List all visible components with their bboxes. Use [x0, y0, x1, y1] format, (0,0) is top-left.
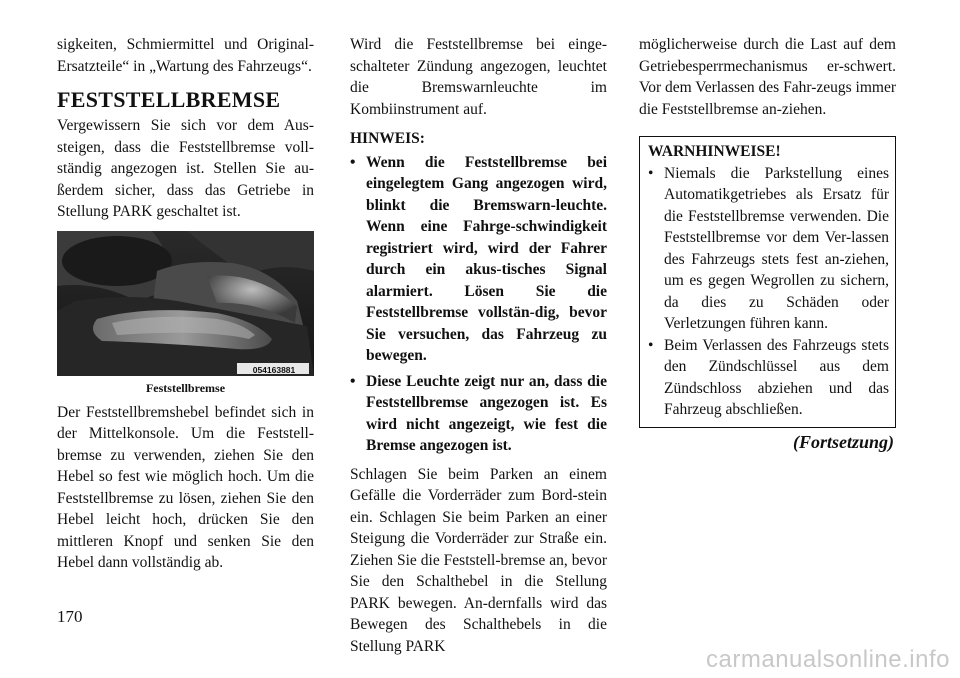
body-paragraph: möglicherweise durch die Last auf dem Getriebesperrmechanismus er-schwert. Vor dem Verlassen des Fahr-zeugs immer die Feststellbremse an-ziehen.: [639, 36, 896, 118]
list-item: • Wenn die Feststellbremse bei eingelegtem Gang angezogen wird, blinkt die Bremswarn-leuchte. Wenn eine Fahrge-schwindigkeit registriert wird, wird der Fahrer durch ein akus-tisches Signal alarmiert. Lösen Sie die Feststellbremse vollstän-dig, bevor Sie versuchen, das Fahrzeug zu bewegen.: [350, 153, 607, 364]
list-item: • Diese Leuchte zeigt nur an, dass die Feststellbremse angezogen ist. Es wird nicht angezeigt, wie fest die Bremse angezogen ist.: [350, 372, 607, 454]
list-item: • Niemals die Parkstellung eines Automatikgetriebes als Ersatz für die Feststellbremse verwenden. Die Feststellbremse vor dem Ver-lassen des Fahrzeugs stets fest an-ziehen, um es gegen Wegrollen zu sichern, da dies zu Schäden oder Verletzungen führen kann.: [648, 164, 889, 332]
body-paragraph: Vergewissern Sie sich vor dem Aus-steigen, dass die Feststellbremse voll-ständig angezogen ist. Stellen Sie au-ßerdem sicher, dass das Getriebe in Stellung PARK geschaltet ist.: [57, 117, 314, 220]
section-title: FESTSTELLBREMSE: [57, 87, 281, 112]
column-middle: [350, 34, 607, 657]
column-left: [57, 34, 314, 574]
watermark: carmanualsonline.info: [706, 646, 950, 673]
parking-brake-photo: [57, 231, 314, 376]
note-list: [350, 152, 607, 457]
body-paragraph: Wird die Feststellbremse bei einge-schalteter Zündung angezogen, leuchtet die Bremswarnleuchte im Kombiinstrument auf.: [350, 36, 607, 118]
page-number: 170: [57, 607, 83, 626]
note-title: HINWEIS:: [350, 130, 425, 147]
list-item: • Beim Verlassen des Fahrzeugs stets den Zündschlüssel aus dem Zündschloss abziehen und das Fahrzeug abschließen.: [648, 336, 889, 418]
warning-list: [648, 163, 889, 421]
body-paragraph: Der Feststellbremshebel befindet sich in der Mittelkonsole. Um die Feststell-bremse zu verwenden, ziehen Sie den Hebel so fest wie möglich hoch. Um die Feststellbremse zu lösen, ziehen Sie den Hebel leicht hoch, drücken Sie den mittleren Knopf und senken Sie den Hebel dann vollständig ab.: [57, 403, 314, 571]
body-paragraph: Schlagen Sie beim Parken an einem Gefälle die Vorderräder zum Bord-stein ein. Schlagen Sie beim Parken an einer Steigung die Vorderräder zur Straße ein. Ziehen Sie die Feststell-bremse an, bevor Sie den Schalthebel in die Stellung PARK bewegen. An-dernfalls wird das Bewegen des Schalthebels in die Stellung PARK: [350, 465, 607, 655]
figure-code: 054163881: [252, 365, 296, 375]
continued-marker: (Fortsetzung): [792, 431, 894, 452]
figure-caption: Feststellbremse: [145, 380, 226, 395]
warning-box: [639, 136, 896, 428]
column-right: [639, 34, 896, 453]
intro-paragraph: sigkeiten, Schmiermittel und Original-Ersatzteile“ in „Wartung des Fahrzeugs“.: [57, 36, 314, 75]
warning-title: WARNHINWEISE!: [648, 143, 781, 160]
